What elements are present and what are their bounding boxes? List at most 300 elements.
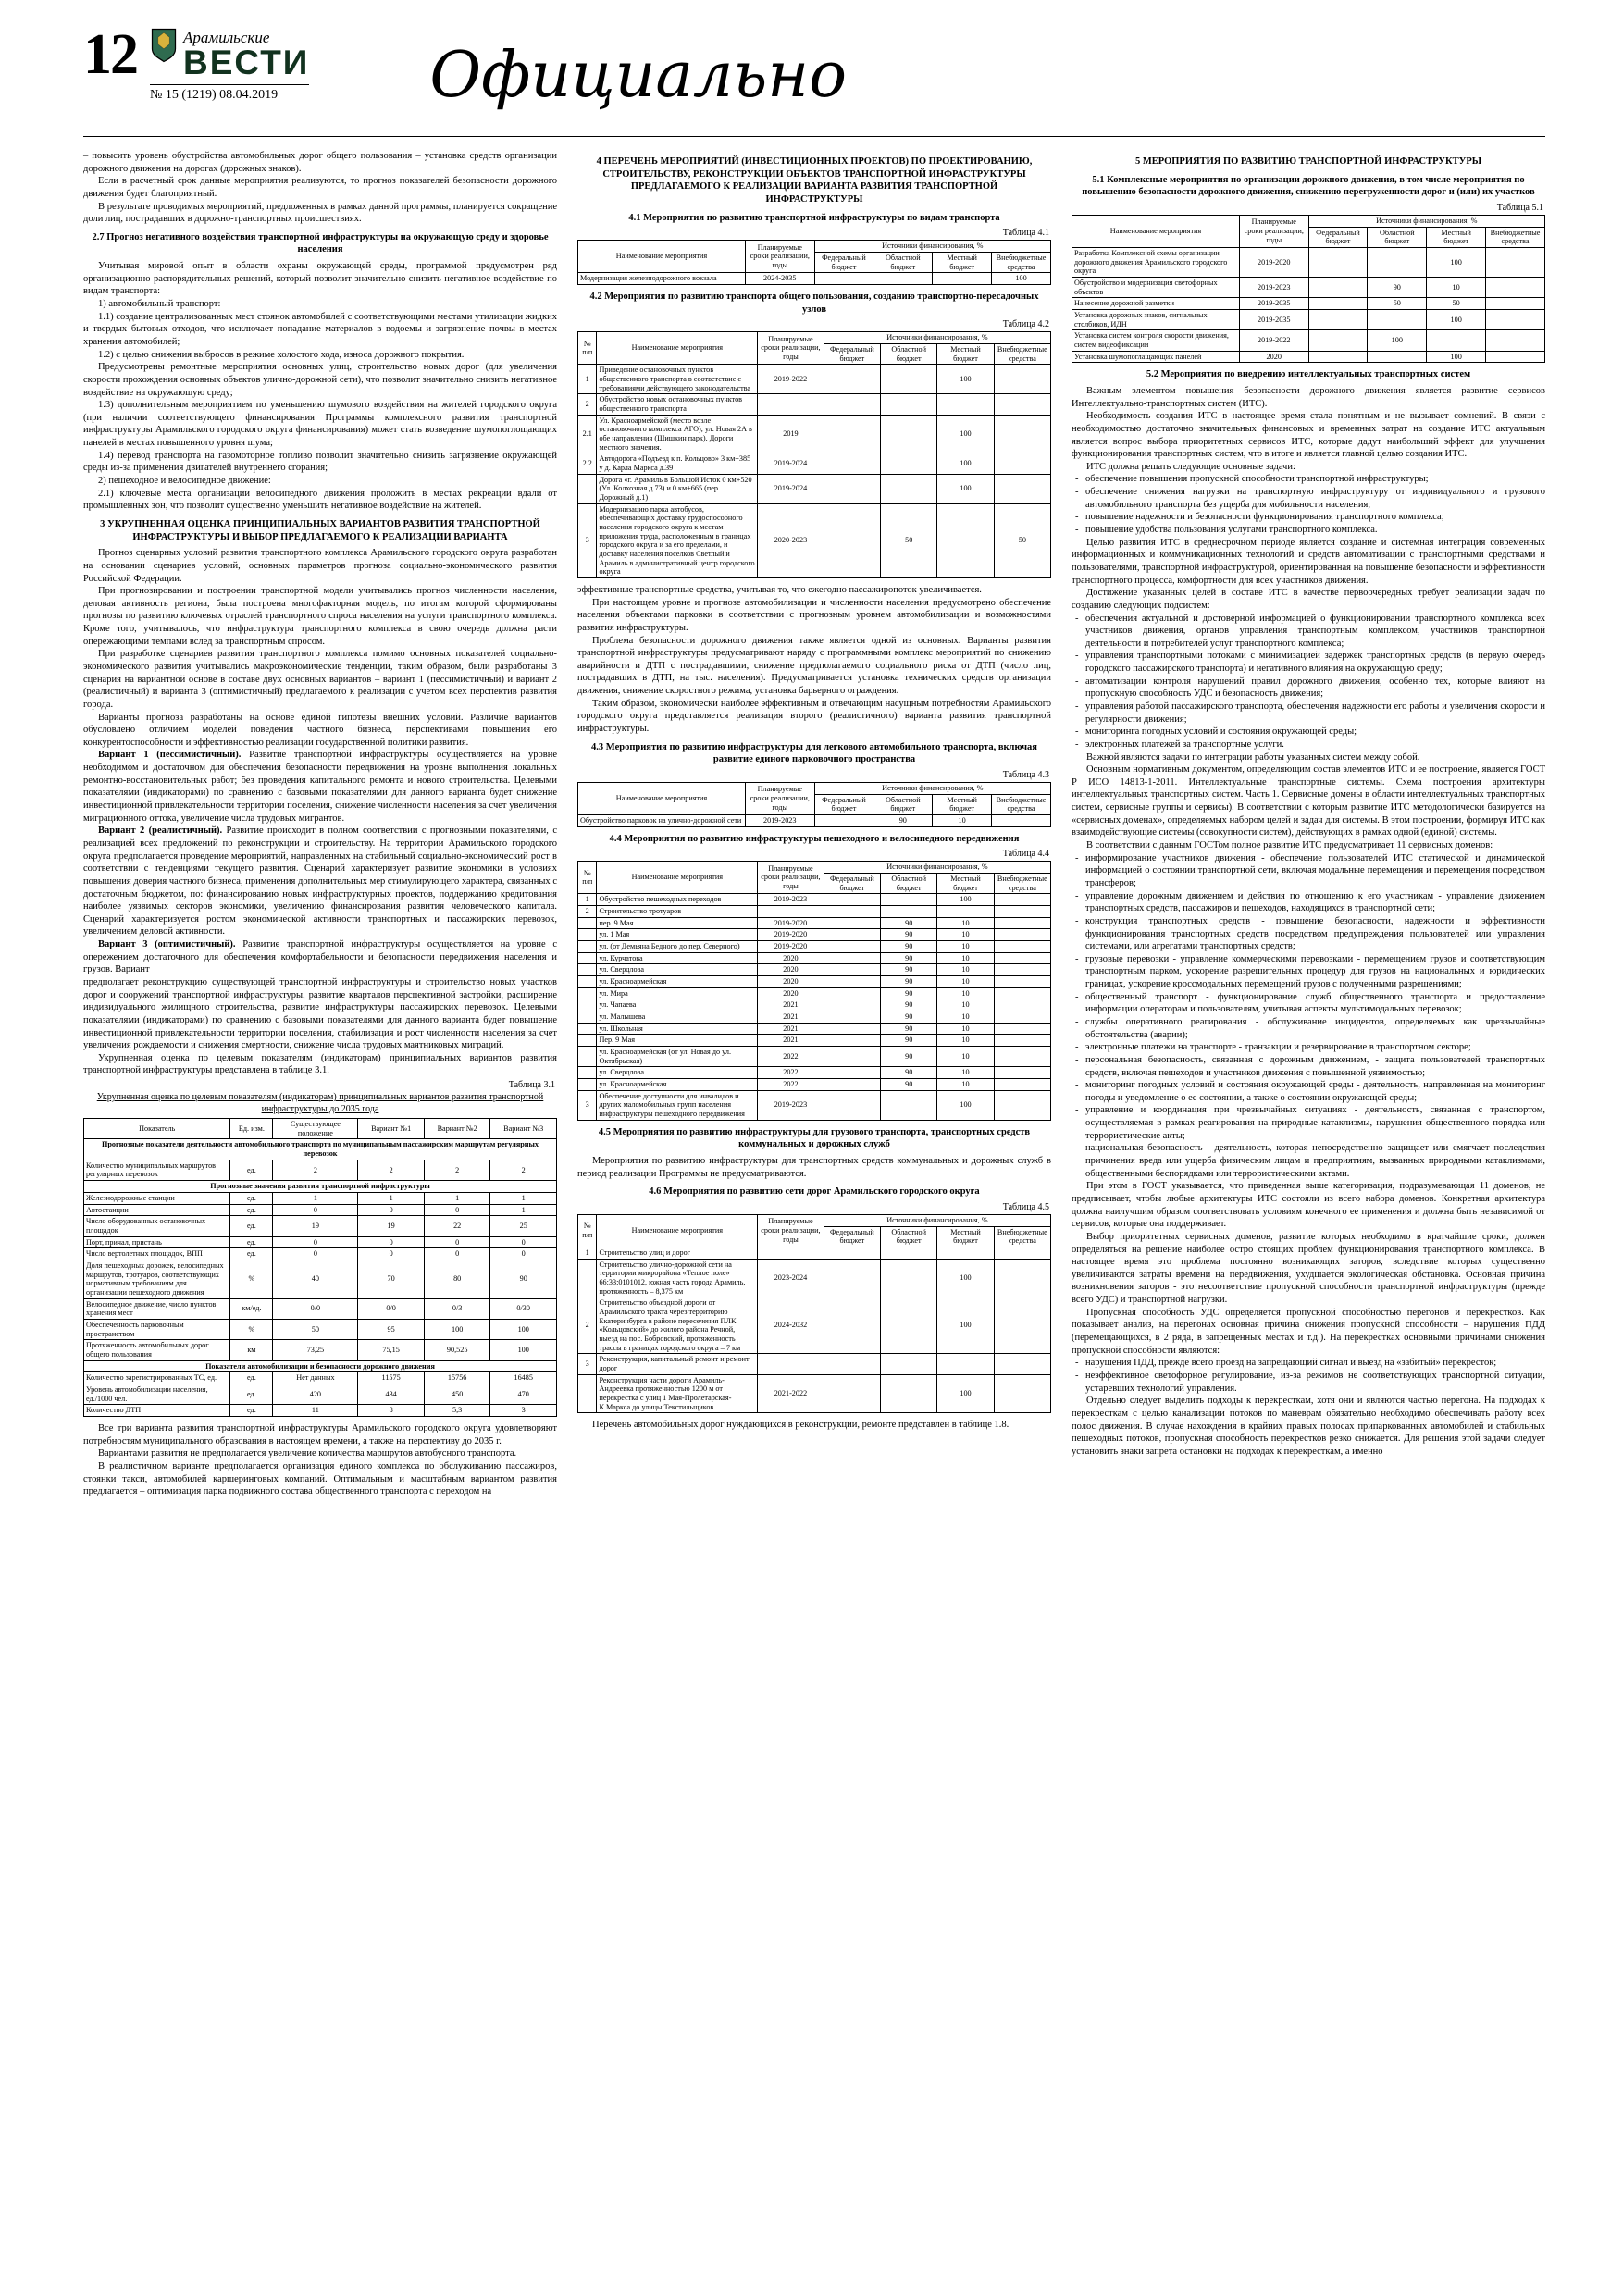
table-cell [758,905,824,917]
table-cell [824,1090,880,1120]
table-cell [1486,247,1545,277]
table-row [578,905,1051,917]
table-cell: ул. Красноармейская (от ул. Новая до ул. Октябрьская) [597,1047,758,1067]
table-cell: ед. [230,1204,273,1216]
section-heading: 4.2 Мероприятия по развитию транспорта общего пользования, созданию транспортно-пересадочных узлов [589,291,1039,315]
paragraph: Таким образом, экономически наиболее эффективным и отвечающим насущным потребностям Арамильского городского округа представляется реализация второго (реалистичного) варианта развития транспортной инфраструктуры. [577,698,1051,735]
table-cell [824,952,880,964]
table-cell: ед. [230,1372,273,1384]
table-cell [578,474,597,503]
table-row [578,1047,1051,1067]
table-header-cell: Наименование мероприятия [597,1214,758,1247]
table-cell [1308,351,1368,363]
table-row [578,273,1051,285]
table-cell [578,929,597,941]
table-cell: Обеспечение доступности для инвалидов и других маломобильных групп населения инфраструктуры пешеходного передвижения [597,1090,758,1120]
paragraph: При настоящем уровне и прогнозе автомобилизации и численности населения предусмотрено обеспечение населения объектами парковки в соответствии с прогнозным уровнем автомобилизации и возможностями развития инфраструктуры. [577,597,1051,633]
paragraph: Пропускная способность УДС определяется пропускной способностью перегонов и перекрестков. Как показывает анализ, на перегонах основная причина снижения пропускной способности – нарушения ПДД (перемещающихся, в 2 ряда, в запрещенных местах и т.д.). На перекрестках основными причинами снижения пропускной способности являются: [1072,1307,1545,1356]
table-cell [994,952,1050,964]
section-heading: 4.5 Мероприятия по развитию инфраструктуры для грузового транспорта, транспортных средств коммунальных и дорожных служб [598,1126,1031,1150]
paragraph: – повысить уровень обустройства автомобильных дорог общего пользования – установка средств организации дорожного движения на дорогах (дорожных знаков). [83,151,557,174]
table-row [84,1248,557,1260]
table-cell [824,1035,880,1047]
table-cell: 100 [1427,309,1486,329]
table-cell [824,474,880,503]
table-cell: 50 [1427,298,1486,310]
table-cell [824,394,880,415]
table-cell [881,1297,937,1354]
paragraph: Достижение указанных целей в составе ИТС в качестве первоочередных требует реализации задач по созданию следующих подсистем: [1072,588,1545,611]
list-item: - управления работой пассажирского транспорта, обеспечения надежности его работы и увеличения скорости и регулярности движения; [1072,701,1545,726]
table-cell [994,415,1050,453]
table-header-cell: Источники финансирования, % [824,862,1050,874]
column-3 [1072,150,1545,1498]
table-row [578,503,1051,577]
table-cell [578,975,597,987]
table-cell: 0 [490,1248,557,1260]
table-cell [578,1023,597,1035]
table-cell: 0 [424,1204,490,1216]
table-header-cell: Источники финансирования, % [1308,215,1545,227]
table-row [84,1181,557,1193]
table-cell: 50 [1368,298,1427,310]
table-cell [578,1259,597,1297]
table-cell: Нанесение дорожной разметки [1072,298,1240,310]
table-row [578,1259,1051,1297]
paragraph: Важной являются задачи по интеграции работы указанных систем между собой. [1086,751,1420,763]
table-cell [824,453,880,474]
paragraph: В реалистичном варианте предполагается организация единого комплекса по обслуживанию пассажиров, стоянки такси, автомобилей каршеринговых компаний. Оптимальным и масштабным вариантом развития предлагается – оптимизация парка подвижного состава общественного транспорта с переходом на [83,1460,557,1497]
table-label: Таблица 5.1 [1496,202,1543,213]
table-cell: 90 [1368,277,1427,297]
list-item: - информирование участников движения - обеспечение пользователей ИТС статической и динамической информацией о состоянии транспортной сети, включая модальные перемещения и перемещения посредством трансферов; [1072,852,1545,890]
table-cell [881,894,937,906]
table-header-cell: Местный бюджет [933,794,992,814]
table-cell [994,905,1050,917]
table-cell: 100 [937,474,994,503]
table-cell [578,917,597,929]
table-cell: 2022 [758,1067,824,1079]
table-cell: 2019-2035 [1239,298,1308,310]
table-cell: 2022 [758,1079,824,1091]
table-cell [937,503,994,577]
table-cell: ул. Мира [597,987,758,999]
table-cell: 2.1 [578,415,597,453]
table-cell: ул. Курчатова [597,952,758,964]
table-cell: км [230,1340,273,1360]
list-item: - персональная безопасность, связанная с дорожным движением, - защита пользователей транспортных средств, включая пешеходов и участников движения с повышенной уязвимостью; [1072,1054,1545,1079]
list-item: - повышение надежности и безопасности функционирования транспортного комплекса; [1072,511,1545,524]
paragraph: Важным элементом повышения безопасности дорожного движения является развитие сервисов Интеллектуально-транспортных систем (ИТС). [1072,385,1545,409]
table-cell: 470 [490,1384,557,1404]
table-cell: км/ед. [230,1298,273,1319]
table-row [84,1160,557,1180]
table-cell [824,905,880,917]
table-row [1072,247,1545,277]
table-cell: 2019-2023 [758,1090,824,1120]
table-cell [578,940,597,952]
table-cell: Число оборудованных остановочных площадок [84,1216,230,1236]
table-cell: 2019-2035 [1239,309,1308,329]
table-cell: 2.2 [578,453,597,474]
table-cell [824,1047,880,1067]
table-cell: 0 [358,1236,425,1248]
table-cell: 3 [578,1090,597,1120]
paragraph: Основным нормативным документом, определяющим состав элементов ИТС и ее построение, является ГОСТ Р ИСО 14813-1-2011. Интеллектуальные транспортные системы. Схема построения архитектуры интеллектуальных транспортных систем. Часть 1. Сервисные домены в области интеллектуальных транспортных систем, сервисные группы и сервисы). В соответствии с которым развитие ИТС методологически базируется на «сервисных доменах», определяемых набором целей и задач для системы. В этом построении, формируя ИТС как взаимодействующие системы (совокупности систем), действующих в рамках одной (единой) системы. [1072,764,1545,838]
table-cell: 22 [424,1216,490,1236]
table-cell: 10 [937,940,994,952]
table-cell: Протяженность автомобильных дорог общего пользования [84,1340,230,1360]
paragraph: Отдельно следует выделить подходы к перекресткам, хотя они и являются частью перегона. На подходах к перекресткам с целью канализации потоков по маневрам обязательно необходимо обеспечивать работу всех полос движения. В случае нахождения в крайних правых полосах припаркованных автомобилей и стабильных пешеходных потоков, пропускная способность перекрестков резко снижается. Для решения этой задачи следует установить знаки запрета остановки на подходах к перекресткам, а именно [1072,1396,1545,1457]
table-cell [994,453,1050,474]
paragraph: 1.1) создание централизованных мест стоянок автомобилей с соответствующими местами утилизации жидких и твердых бытовых отходов, что исключает попадание материалов в водоемы и загрязнение почвы в местах хранения автомобилей; [83,311,557,347]
table-cell: ул. Свердлова [597,964,758,976]
table-header-cell: Источники финансирования, % [824,332,1050,344]
table-cell: 100 [937,365,994,394]
table-row [84,1139,557,1160]
table-cell: 100 [992,273,1051,285]
table-cell: 2021 [758,1011,824,1024]
table-cell [994,1297,1050,1354]
paragraph: Вариант 1 (пессимистичный). Развитие транспортной инфраструктуры осуществляется на уровне необходимом и достаточном для обеспечения безопасности передвижения на уровне выполнения локальных ремонтно-восстановительных работ; без проведения капитального ремонта и нового строительства. Целевыми показателями (индикаторами) по сравнению с базовыми показателями для данного варианта будет снижение инвестиционной привлекательности территории поселения, снижение численности населения за счет увеличения миграционного оттока, увеличение числа трудовых мигрантов. [83,750,557,824]
paragraph: 1.4) перевод транспорта на газомоторное топливо позволит значительно снизить загрязнение окружающей среды из-за применения двигателей внутреннего сгорания; [83,450,557,474]
table-cell: ул. Красноармейская [597,1079,758,1091]
table-cell: 10 [937,999,994,1011]
list-item: - службы оперативного реагирования - обслуживание инцидентов, определяемых как чрезвычайные обстоятельства (аварии); [1072,1016,1545,1041]
table-cell: 70 [358,1260,425,1298]
list-item: - общественный транспорт - функционирование служб общественного транспорта и предоставление информации операторам и пользователям, учитывая аспекты мультимодальных перевозок; [1072,991,1545,1016]
paragraph: Мероприятия по развитию инфраструктуры для транспортных средств коммунальных и дорожных служб в период реализации Программы не предусматриваются. [577,1156,1051,1179]
table-section-cell: Прогнозные показатели деятельности автомобильного транспорта по муниципальным пассажирским маршрутам регулярных перевозок [84,1139,557,1160]
table-cell [992,814,1051,826]
table-cell: 100 [937,894,994,906]
table-cell: 90 [881,952,937,964]
table-cell [824,1259,880,1297]
table-cell: 2021 [758,1035,824,1047]
paragraph: Целью развития ИТС в среднесрочном периоде является создание и системная интеграция современных информационных и коммуникационных технологий и средств автоматизации с транспортными средствами и пользователями, транспортной инфраструктурой, ориентированная на повышение безопасности и эффективности транспортного процесса, комфортности для всех участников движения. [1072,537,1545,586]
table-row [578,1297,1051,1354]
table-row [578,814,1051,826]
table-cell [824,1067,880,1079]
table-cell: 10 [933,814,992,826]
table-cell: 0 [358,1248,425,1260]
list-item: - неэффективное светофорное регулирование, из-за режимов не соответствующих транспортной ситуации, устаревших технологий управления. [1072,1370,1545,1395]
table-cell: Нет данных [273,1372,358,1384]
table-cell: 2 [273,1160,358,1180]
list-item: - грузовые перевозки - управление коммерческими перевозками - перемещением грузов и соответствующим транспортным парком, ускорение разрешительных процедур для грузов на национальных и юридических границах, ускорение кроссмодальных перемещений грузов с полученными разрешениями; [1072,953,1545,991]
table-cell [937,1247,994,1259]
table-cell [824,1011,880,1024]
section-heading: 5.2 Мероприятия по внедрению интеллектуальных транспортных систем [1146,369,1471,380]
paragraph: При разработке сценариев развития транспортного комплекса помимо основных показателей социально-экономического развития учитывались макроэкономические тенденции, таким образом, были разработаны 3 сценария на вариантной основе в составе двух основных вариантов – вариант 1 (пессимистичный) и вариант 2 (реалистичный) и варианта 3 (оптимистичный) предлагаемого к реализации с учетом всех перспектив развития города. [83,649,557,710]
table-cell: 2022 [758,1047,824,1067]
table-header-cell: Местный бюджет [933,252,992,272]
table-cell: Обустройство и модернизация светофорных объектов [1072,277,1240,297]
table-cell [1308,277,1368,297]
table-cell: 10 [937,1011,994,1024]
table-header-row [578,862,1051,874]
table-header-cell: Планируемые сроки реализации, годы [1239,215,1308,247]
brand-top-label: Арамильские [183,29,270,46]
table-cell: 90 [881,1023,937,1035]
table-cell: 3 [578,1354,597,1374]
paragraph: эффективные транспортные средства, учитывая то, что ежегодно пассажиропоток увеличивается. [577,584,982,595]
table-cell [994,1374,1050,1413]
table-cell [824,940,880,952]
table-cell [994,394,1050,415]
table-cell: 50 [994,503,1050,577]
table-cell [1368,247,1427,277]
table-cell: пер. 9 Мая [597,917,758,929]
table-cell: 2021-2022 [758,1374,824,1413]
table-cell [881,394,937,415]
table-row [578,1035,1051,1047]
table-header-cell: Наименование мероприятия [1072,215,1240,247]
table-cell: Обустройство пешеходных переходов [597,894,758,906]
table-cell: 90 [881,940,937,952]
table-cell [824,1079,880,1091]
section-heading: 4.4 Мероприятия по развитию инфраструктуры пешеходного и велосипедного передвижения [609,833,1020,844]
table-cell: 10 [937,1035,994,1047]
table-cell: Количество муниципальных маршрутов регулярных перевозок [84,1160,230,1180]
table-cell: Установка дорожных знаков, сигнальных столбиков, ИДН [1072,309,1240,329]
table-cell [1308,309,1368,329]
table-cell: 100 [937,415,994,453]
table-cell: 2021 [758,999,824,1011]
table-label: Таблица 4.2 [1002,319,1049,330]
paragraph: Если в расчетный срок данные мероприятия реализуются, то прогноз показателей безопасности дорожного движения будет благоприятный. [83,176,557,199]
list-item: - электронных платежей за транспортные услуги. [1072,738,1545,751]
table-cell [824,415,880,453]
table-cell: 100 [1427,351,1486,363]
table-header-cell: Областной бюджет [881,873,937,893]
table-cell: ед. [230,1192,273,1204]
table-cell [758,1354,824,1374]
table-row [1072,277,1545,297]
table-cell [1486,351,1545,363]
table-cell: % [230,1319,273,1339]
table-cell: 0 [273,1236,358,1248]
table-row [1072,298,1545,310]
list-item: - управление и координация при чрезвычайных ситуациях - деятельность, связанная с транспортом, осуществляемая в рамках реагирования на природные катаклизмы, нарушения общественного порядка или террористические акты; [1072,1104,1545,1142]
paragraph: Предусмотрены ремонтные мероприятия основных улиц, строительство новых дорог (для увеличения скорости прохождения основных объектов улично-дорожной сети), что позволит значительно снизить негативное воздействие на окружающую среду; [83,362,557,398]
table-cell: 15756 [424,1372,490,1384]
table-cell [578,1079,597,1091]
paragraph: Варианты прогноза разработаны на основе единой гипотезы внешних условий. Различие вариантов обусловлено отличием моделей поведения частного бизнеса, перспективами повышения его конкурентоспособности и эффективностью реализации государственной политики развития. [83,712,557,748]
table-cell: 90,525 [424,1340,490,1360]
table-cell [994,1011,1050,1024]
table-row [84,1298,557,1319]
table-cell: Автодорога «Подъезд к п. Кольцово» 3 км+385 у д. Карла Маркса д.39 [597,453,758,474]
table-cell: 25 [490,1216,557,1236]
table-cell: 0 [424,1248,490,1260]
table-cell: ед. [230,1248,273,1260]
paragraph: Вариантами развития не предполагается увеличение количества маршрутов автобусного транспорта. [98,1448,517,1459]
table-cell [881,415,937,453]
table-cell: 1 [490,1192,557,1204]
table-cell: Строительство улично-дорожной сети на территории микрорайона «Теплое поле» 66:33:0101012, южная часть города Арамиль, протяженность – 8,375 км [597,1259,758,1297]
table-cell: Установка систем контроля скорости движения, систем видеофиксации [1072,330,1240,351]
table-cell [1486,298,1545,310]
table-cell: 2 [490,1160,557,1180]
table-cell: 100 [490,1319,557,1339]
table-cell: 90 [881,1011,937,1024]
table-header-row [578,1214,1051,1226]
table-cell: 100 [1427,247,1486,277]
table-header-cell: Планируемые сроки реализации, годы [758,332,824,365]
table-cell: 2020 [1239,351,1308,363]
paragraph: Вариант 2 (реалистичный). Развитие происходит в полном соответствии с прогнозными показателями, с реализацией всех предложений по реконструкции и строительству. На территории Арамильского городского округа предполагается проведение мероприятий, направленных на стабильный социально-экономический рост в соответствии с тенденциями текущего развития. Сценарий характеризует развитие экономики в условиях повышения доверия частного бизнеса, применения дополнительных мер стимулирующего характера, связанных с достаточным бюджетом, по: финансированию новых инфраструктурных проектов, поддержанию кредитования наиболее уязвимых секторов экономики, увеличению финансирования развития человеческого капитала. Сценарий характеризуется ростом экономической активности транспортных и пассажирских перевозок, увеличением деловой активности. [83,825,557,937]
table-cell [937,1354,994,1374]
table-cell: 90 [881,1079,937,1091]
section-heading: 5.1 Комплексные мероприятия по организации дорожного движения, в том числе мероприятия по повышению безопасности дорожного движения, снижению перегруженности дорог и (или) их участков [1082,174,1535,198]
table-row [578,964,1051,976]
table-cell [824,1297,880,1354]
table-header-cell: Федеральный бюджет [814,252,873,272]
table-cell [994,1067,1050,1079]
table-cell: 19 [273,1216,358,1236]
paragraph: 2) пешеходное и велосипедное движение: [98,476,271,487]
paragraph: 2.1) ключевые места организации велосипедного движения проложить в местах рекреации вдали от промышленных зон, что позволит существенно уменьшить негативное воздействие на жителей. [83,488,557,512]
table-cell: 2020 [758,952,824,964]
table-cell [758,394,824,415]
table-cell: ул. Свердлова [597,1067,758,1079]
table-cell: 2 [578,394,597,415]
section-heading: 3 УКРУПНЕННАЯ ОЦЕНКА ПРИНЦИПИАЛЬНЫХ ВАРИАНТОВ РАЗВИТИЯ ТРАНСПОРТНОЙ ИНФРАСТРУКТУРЫ И ВЫБОР ПРЕДЛАГАЕМОГО К РЕАЛИЗАЦИИ ВАРИАНТА [100,518,540,542]
table-cell: ул. (от Демьяна Бедного до пер. Северного) [597,940,758,952]
table-cell [578,952,597,964]
table-cell: 2019-2023 [1239,277,1308,297]
table-header-cell: Внебюджетные средства [1486,227,1545,247]
table-cell: Уровень автомобилизации населения, ед./1000 чел. [84,1384,230,1404]
list-item: - конструкция транспортных средств - повышение безопасности, надежности и эффективности функционирования транспортных средств посредством предупреждения пользователей или управления системами, или агрегатами транспортных средств; [1072,915,1545,953]
paragraph: В результате проводимых мероприятий, предложенных в рамках данной программы, планируется сокращение доли лиц, пострадавших в дорожно-транспортных происшествиях. [83,201,557,225]
table-cell [994,929,1050,941]
table-cell: Велосипедное движение, число пунктов хранения мест [84,1298,230,1319]
list-item: - национальная безопасность - деятельность, которая непосредственно защищает или смягчает последствия причинения вреда или ущерба физическим лицам и предприятиям, вызванных природными катаклизмами, общественными беспорядками или террористическими актами. [1072,1142,1545,1180]
funding-table [1072,215,1545,363]
bold-lead: Вариант 1 (пессимистичный). [98,750,242,761]
table-row [578,1011,1051,1024]
table-cell: 10 [937,975,994,987]
table-cell: 10 [937,1067,994,1079]
table-cell [824,917,880,929]
table-row [578,929,1051,941]
list-item: - нарушения ПДД, прежде всего проезд на запрещающий сигнал и выезд на «забитый» перекресток; [1072,1357,1545,1370]
table-cell: Реконструкция, капитальный ремонт и ремонт дорог [597,1354,758,1374]
table-cell: 11575 [358,1372,425,1384]
table-row [84,1360,557,1372]
table-row [1072,351,1545,363]
table-cell [994,894,1050,906]
table-header-cell: Вариант №2 [424,1119,490,1139]
table-header-cell: Внебюджетные средства [994,343,1050,364]
table-cell: 2019-2020 [758,940,824,952]
table-cell: 3 [578,503,597,577]
table-cell: 0 [358,1204,425,1216]
table-cell: 2 [578,1297,597,1354]
table-cell: Ул. Красноармейской (место возле остановочного комплекса АГО), ул. Новая 2А в обе направления (Шишкин парк). Дороги местного значения. [597,415,758,453]
table-cell [881,905,937,917]
table-cell: 2 [424,1160,490,1180]
table-cell [814,273,873,285]
table-cell: 3 [490,1405,557,1417]
table-cell [824,964,880,976]
column-2 [577,150,1051,1498]
table-header-cell: Федеральный бюджет [1308,227,1368,247]
list-item: - управления транспортными потоками с минимизацией задержек транспортных средств (в первую очередь городского пассажирского транспорта) и негативного влияния на окружающую среду; [1072,650,1545,675]
table-cell [1486,330,1545,351]
list-item: - управление дорожным движением и действия по отношению к его участникам - управление движением транспортных средств, пассажиров и пешеходов, находящихся в транспортной сети; [1072,890,1545,915]
table-header-cell: Планируемые сроки реализации, годы [745,782,814,814]
table-cell: 0/30 [490,1298,557,1319]
table-cell [824,1023,880,1035]
table-header-cell: Областной бюджет [1368,227,1427,247]
column-1 [83,150,557,1498]
table-row [578,987,1051,999]
table-cell: 2 [358,1160,425,1180]
table-cell: 2023-2024 [758,1259,824,1297]
table-cell: 100 [937,1259,994,1297]
table-cell: 73,25 [273,1340,358,1360]
table-cell: 50 [881,503,937,577]
table-cell: 2024-2035 [745,273,814,285]
table-cell: 10 [937,1023,994,1035]
table-cell: 8 [358,1405,425,1417]
table-section-cell: Прогнозные значения развития транспортной инфраструктуры [84,1181,557,1193]
table-row [578,453,1051,474]
table-cell: 10 [937,929,994,941]
table-cell: 90 [881,987,937,999]
paragraph: При этом в ГОСТ указывается, что приведенная выше категоризация, подразумевающая 11 доменов, не предписывает, чтобы любые архитектуры ИТС состояли из всего набора доменов. Конкретная архитектура должна наилучшим образом соответствовать условиям конечного ее применения и должна быть независимой от сервисов, которые она поддерживает. [1072,1181,1545,1230]
table-cell [1368,309,1427,329]
table-row [578,1067,1051,1079]
table-cell: 16485 [490,1372,557,1384]
table-cell [824,1374,880,1413]
table-cell [1308,298,1368,310]
table-header-cell: Областной бюджет [873,252,933,272]
section-heading: 4.3 Мероприятия по развитию инфраструктуры для легкового автомобильного транспорта, включая развитие единого парковочного пространства [591,741,1037,765]
table-cell: 1 [578,1247,597,1259]
table-row [578,365,1051,394]
table-cell: 2020 [758,987,824,999]
table-cell: ул. 1 Мая [597,929,758,941]
table-header-cell: Планируемые сроки реализации, годы [745,241,814,273]
table-row [578,1354,1051,1374]
table-cell: 11 [273,1405,358,1417]
table-cell [824,365,880,394]
table-cell: 2021 [758,1023,824,1035]
table-cell [824,1247,880,1259]
table-cell [994,999,1050,1011]
section-title: Официально [429,39,848,112]
table-cell: 2019-2023 [745,814,814,826]
table-section-cell: Показатели автомобилизации и безопасности дорожного движения [84,1360,557,1372]
table-header-cell: Местный бюджет [937,1226,994,1247]
table-cell [994,987,1050,999]
table-cell: 2019-2020 [758,917,824,929]
funding-table [577,1214,1051,1413]
table-cell: 2019-2022 [1239,330,1308,351]
table-header-cell: Наименование мероприятия [578,782,746,814]
table-cell: 10 [937,1079,994,1091]
table-cell: ед. [230,1236,273,1248]
table-cell: 90 [881,975,937,987]
table-cell: 90 [881,1047,937,1067]
list-item: - мониторинга погодных условий и состояния окружающей среды; [1072,726,1545,738]
table-cell: % [230,1260,273,1298]
table-row [578,1374,1051,1413]
